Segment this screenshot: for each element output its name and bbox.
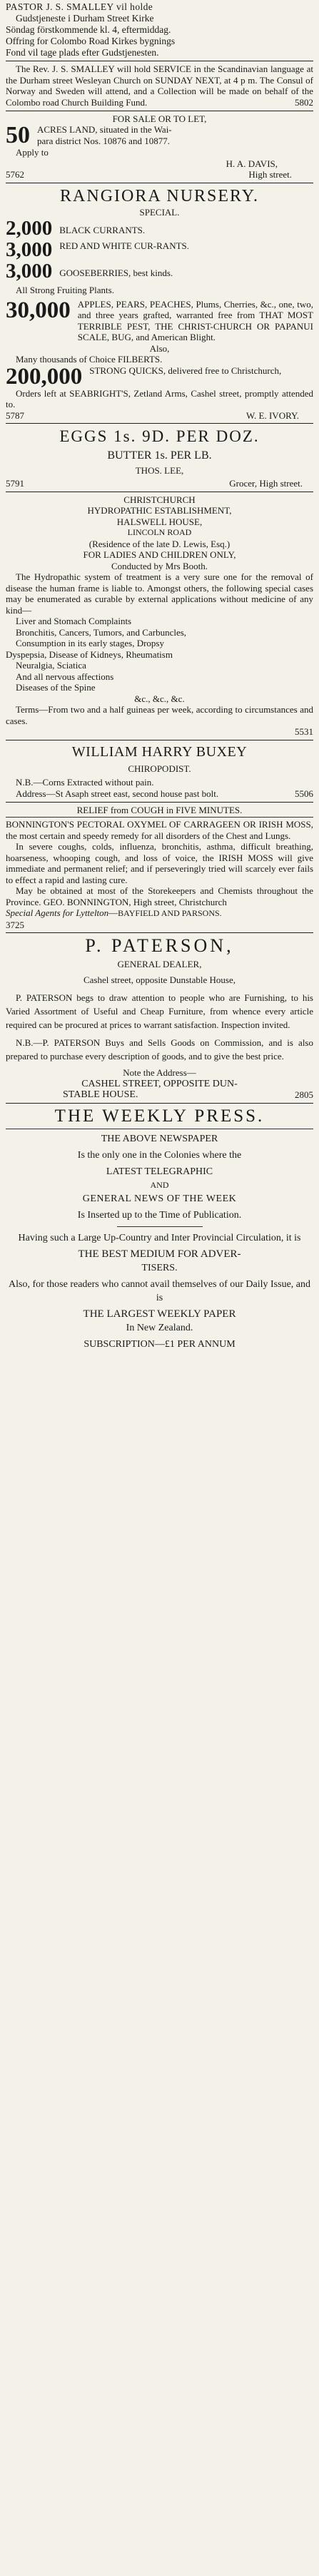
nursery-signer: W. E. IVORY. [245,409,299,421]
ad-reference: 2805 [295,1089,313,1100]
smalley-norw-line: Gudstjeneste i Durham Street Kirke [16,13,154,24]
paterson-title: P. PATERSON, [85,935,234,956]
nursery-qty: 3,000 [6,238,53,261]
eggs-name: THOS. LEE, [135,464,184,476]
nursery-quicks-text: STRONG QUICKS, delivered free to Christchurch, [89,365,282,376]
buxey-address: Address—St Asaph street east, second house past bolt. [16,788,219,799]
hydro-residence: (Residence of the late D. Lewis, Esq.) [88,538,231,549]
divider [117,1226,203,1227]
nursery-special: SPECIAL. [139,206,180,218]
ad-reference: 3725 [6,919,24,930]
ad-reference: 5787 [6,409,24,421]
oxymel-body: BONNINGTON'S PECTORAL OXYMEL OF CARRAGEEN OR IRISH MOSS, the most certain and speedy remedy for all disorders of the Chest and Lungs. [6,819,313,841]
press-line: LATEST TELEGRAPHIC [106,1166,213,1177]
nursery-qty: 2,000 [6,217,53,240]
oxymel-agents-label: Special Agents for Lyttelton [6,907,109,918]
ad-reference: 5506 [295,788,313,799]
paterson-note: Note the Address— [123,1067,196,1078]
smalley-norw-line: PASTOR J. S. SMALLEY vil holde [6,1,153,12]
hydro-title: HALSWELL HOUSE, [116,516,203,527]
nursery-quicks [6,365,313,388]
paterson-subtitle: GENERAL DEALER, [117,959,202,969]
nursery-orders: Orders left at SEABRIGHT'S, Zetland Arms, Cashel street, promptly attended to. [6,387,313,409]
press-line: In New Zealand. [126,1322,193,1333]
nursery-item [6,239,313,260]
buxey-ad [6,743,313,800]
nursery-item [6,218,313,239]
press-line: TISERS. [141,1262,178,1273]
paterson-street: Cashel street, opposite Dunstable House, [83,974,236,985]
press-line: Is Inserted up to the Time of Publication. [77,1209,242,1221]
nursery-item-text: GOOSEBERRIES, best kinds. [59,268,173,278]
hydropathic-ad [6,494,313,738]
hydro-body: The Hydropathic system of treatment is a very sure one for the removal of disease the human frame is liable to. Amongst others, the following special cases may be enumerated as curable by external applications without medicine of any kind— [6,571,313,616]
nursery-all-strong: All Strong Fruiting Plants. [16,285,114,295]
smalley-english-text: The Rev. J. S. SMALLEY will hold SERVICE in the Scandinavian language at the Durham street Wesleyan Church on SUNDAY NEXT, at 4 p m. The Consul of Norway and Sweden will attend, and a Collection will be made on behalf of the Colombo road Church Building Fund. [6,63,313,108]
eggs-title: EGGS 1s. 9D. PER DOZ. [59,427,260,445]
weekly-press-ad [6,1106,313,1351]
press-line: Also, for those readers who cannot avail themselves of our Daily Issue, and is [9,1278,310,1303]
paterson-nb: N.B.—P. PATERSON Buys and Sells Goods on Commission, and is also prepared to purchase every description of goods, and to give the best price. [6,1037,313,1062]
land-acres-number: 50 [6,122,30,148]
smalley-norwegian-notice [6,1,313,58]
nursery-apples-text: APPLES, PEARS, PEACHES, Plums, Cherries, &c., one, two, and three years grafted, warranted free from THAT MOST TERRIBLE PEST, THE CHRIST-CHURCH OR PAPANUI SCALE, BUG, and American Blight. [77,298,313,342]
press-line: THE LARGEST WEEKLY PAPER [83,1308,236,1320]
paterson-address: STABLE HOUSE. [63,1089,138,1100]
smalley-norw-line: Fond vil tage plads efter Gudstjenesten. [6,47,159,58]
nursery-filberts: Many thousands of Choice FILBERTS. [16,354,163,365]
oxymel-agents-name: BAYFIELD AND PARSONS. [118,908,222,918]
oxymel-agents [6,907,313,920]
divider [6,1103,313,1104]
divider [6,802,313,803]
hydro-conducted: Conducted by Mrs Booth. [111,560,208,571]
hydro-list-item: &c., &c., &c. [134,693,185,704]
ad-reference: 5531 [295,726,313,737]
land-heading: FOR SALE OR TO LET, [112,113,207,124]
press-line: AND [150,1179,169,1190]
nursery-quicks-qty: 200,000 [6,363,83,390]
divider [6,932,313,933]
oxymel-ad [6,805,313,931]
paterson-body: P. PATERSON begs to draw attention to people who are Furnishing, to his Varied Assortment of Useful and Cheap Furniture, from whence every article required can be procured at prices to warrant satisfaction. Inspection invited. [6,992,313,1030]
nursery-item [6,260,313,282]
hydro-ladies: FOR LADIES AND CHILDREN ONLY, [83,549,236,560]
hydro-list-item: Neuralgia, Sciatica [16,660,86,671]
nursery-item-text: BLACK CURRANTS. [59,225,146,235]
land-name: H. A. DAVIS, [226,158,278,169]
divider [6,423,313,424]
eggs-butter: BUTTER 1s. PER LB. [107,449,212,462]
press-line: Having such a Large Up-Country and Inter Provincial Circulation, it is [18,1232,301,1243]
land-sale-ad [6,113,313,180]
ad-reference: 5762 [6,169,24,180]
hydro-title: HYDROPATHIC ESTABLISHMENT, [87,505,232,516]
press-line: Is the only one in the Colonies where the [77,1149,242,1161]
oxymel-body: In severe coughs, colds, influenza, bronchitis, asthma, difficult breathing, hoarseness, whooping cough, and loss of voice, the IRISH MOSS will give immediate and permanent relief; and if perseveringly tried will scarcely ever fails to effect a rapid and lasting cure. [6,841,313,885]
hydro-list-item: Diseases of the Spine [16,682,96,693]
nursery-apples-qty: 30,000 [6,297,71,323]
rangiora-nursery-ad [6,185,313,422]
smalley-norw-line: Offring for Colombo Road Kirkes bygnings [6,36,176,46]
eggs-place: Grocer, High street. [229,478,303,489]
oxymel-relief: RELIEF from COUGH in FIVE MINUTES. [76,804,243,815]
hydro-list-item: Bronchitis, Cancers, Tumors, and Carbuncles, [16,626,187,638]
eggs-ad [6,426,313,489]
paterson-ad [6,935,313,1101]
land-line: para district Nos. 10876 and 10877. [37,135,170,146]
press-line: GENERAL NEWS OF THE WEEK [82,1193,237,1204]
hydro-list-item: Liver and Stomach Complaints [16,616,132,626]
land-apply: Apply to [16,147,49,158]
land-row [6,124,313,147]
smalley-norw-line: Söndag förstkommende kl. 4, eftermiddag. [6,24,171,35]
land-place: High street. [248,169,292,180]
hydro-list-item: Dyspepsia, Disease of Kidneys, Rheumatism [6,648,173,660]
nursery-item-text: RED AND WHITE CUR-RANTS. [59,240,190,251]
hydro-road: LINCOLN ROAD [127,527,192,537]
press-line: SUBSCRIPTION—£1 PER ANNUM [83,1338,236,1350]
oxymel-agents-dash: — [108,907,118,918]
paterson-address: CASHEL STREET, OPPOSITE DUN- [81,1078,238,1089]
buxey-subtitle: CHIROPODIST. [128,763,191,774]
nursery-also: Also, [149,342,170,354]
nursery-qty: 3,000 [6,260,53,282]
divider [6,817,313,818]
hydro-list-item: And all nervous affections [16,671,114,682]
buxey-title: WILLIAM HARRY BUXEY [71,743,248,760]
press-line: THE BEST MEDIUM FOR ADVER- [78,1248,241,1260]
nursery-apples [6,299,313,343]
press-line: THE ABOVE NEWSPAPER [101,1133,218,1144]
smalley-english-notice [6,63,313,108]
ad-reference: 5802 [295,97,313,108]
buxey-nb: N.B.—Corns Extracted without pain. [16,777,154,788]
nursery-title: RANGIORA NURSERY. [60,186,259,205]
land-line: ACRES LAND, situated in the Wai- [37,124,172,135]
press-title: THE WEEKLY PRESS. [54,1106,265,1126]
oxymel-body: May be obtained at most of the Storekeepers and Chemists throughout the Province. GEO. BONNINGTON, High street, Christchurch [6,885,313,907]
ad-reference: 5791 [6,478,24,489]
hydro-list-item: Consumption in its early stages, Dropsy [16,638,164,648]
hydro-terms: Terms—From two and a half guineas per week, according to circumstances and cases. [6,704,313,726]
hydro-title: CHRISTCHURCH [123,494,196,505]
